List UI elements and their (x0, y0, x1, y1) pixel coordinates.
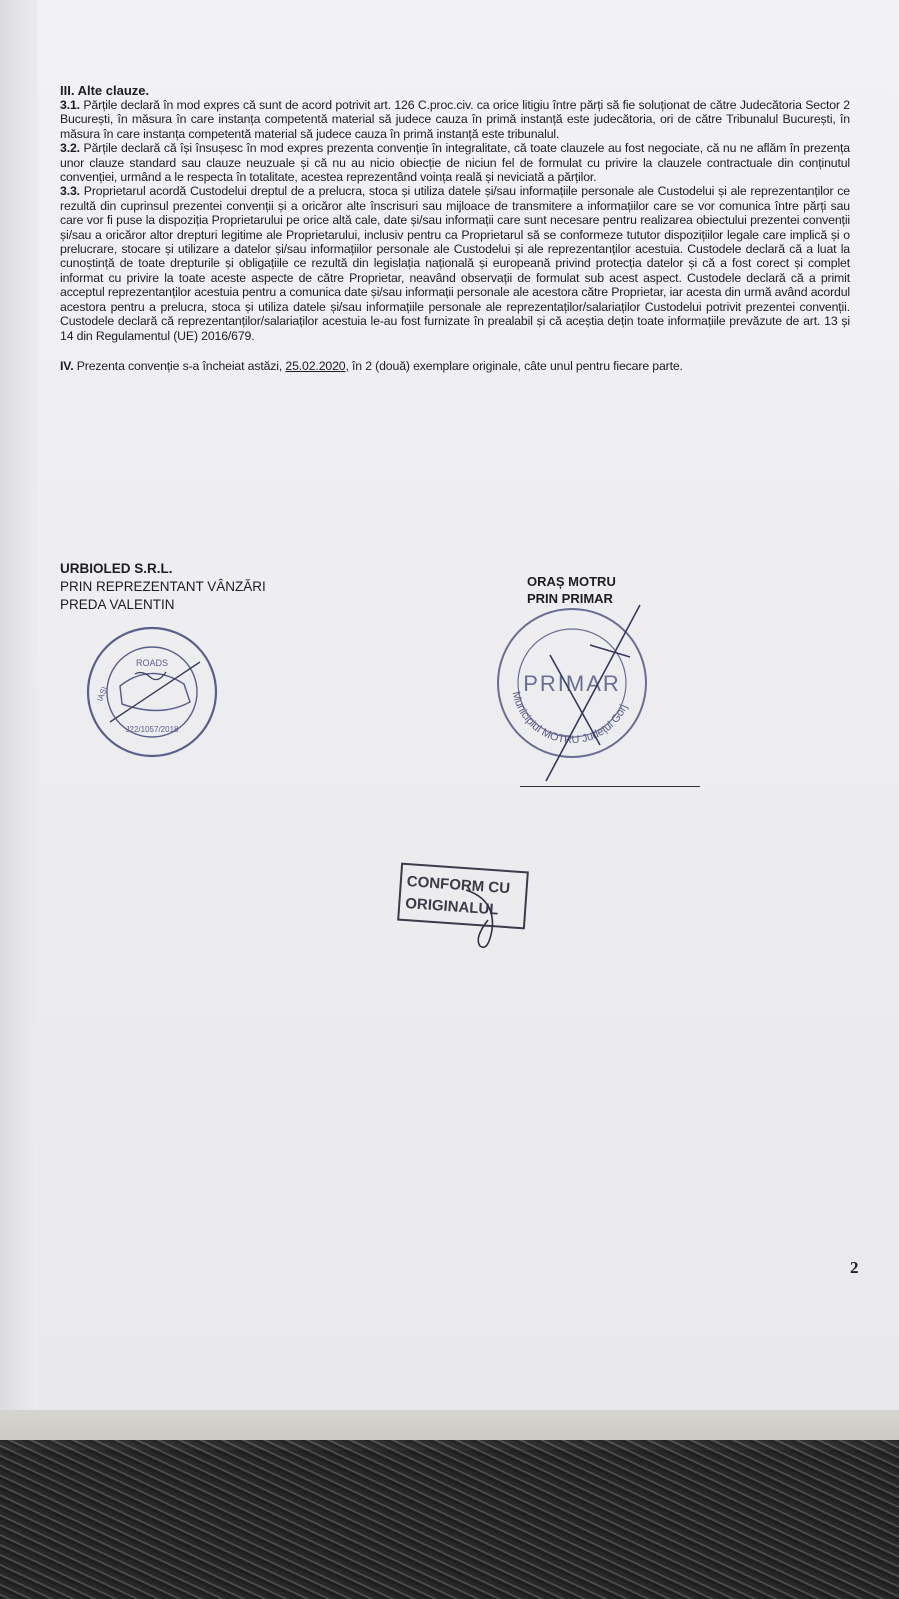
clause-3-1 (60, 98, 850, 141)
conform-cu-originalul-stamp (396, 860, 536, 960)
document-body (60, 84, 850, 373)
company-round-stamp (80, 622, 230, 762)
clause-3-3 (60, 184, 850, 342)
right-signatory-role: PRIN PRIMAR (527, 591, 613, 606)
clause-3-2 (60, 141, 850, 184)
svg-text:ROADS: ROADS (135, 658, 169, 668)
section-number: IV. (60, 358, 74, 373)
svg-text:PRIMAR: PRIMAR (523, 671, 621, 696)
section-iv-text-before: Prezenta convenție s-a încheiat astăzi, (76, 358, 283, 373)
left-company-name: URBIOLED S.R.L. (60, 561, 173, 576)
left-signatory-role: PRIN REPREZENTANT VÂNZĂRI (60, 579, 266, 594)
right-entity-name: ORAȘ MOTRU (527, 574, 616, 589)
clause-text: Părțile declară că își însușesc în mod expres prezenta convenție în integralitate, că toate clauzele au fost negociate, că nu ne aflăm în prezența unor clauze standard sau clauze neuzuale și că nu au nicio obiecție de niciun fel de formulat cu privire la clauzele contractuale din conținutul convenției, urmând a le respecta în totalitate, acestea reprezentând voința reală și neviciată a părților. (60, 141, 850, 185)
clause-number: 3.2. (60, 141, 80, 156)
left-signatory-name: PREDA VALENTIN (60, 597, 175, 612)
clause-text: Părțile declară în mod expres că sunt de acord potrivit art. 126 C.proc.civ. ca orice litigiu între părți să fie soluționat de către Judecătoria Sector 2 București, în măsura în care instanța competentă material să judece cauza în primă instanță este judecătoria, ori de către Tribunalul București, în măsura în care instanța competentă material să judece cauza în primă instanță este tribunalul. (60, 98, 850, 141)
section-iv (60, 359, 850, 373)
contract-date: 25.02.2020, (285, 358, 349, 373)
signature-line (520, 786, 700, 787)
svg-text:IAȘI: IAȘI (95, 685, 110, 703)
clause-number: 3.3. (60, 184, 80, 199)
mayor-round-stamp (490, 595, 650, 795)
clause-number: 3.1. (60, 98, 80, 112)
svg-text:J22/1057/2018: J22/1057/2018 (125, 725, 179, 734)
page-number: 2 (850, 1258, 859, 1277)
svg-text:Municipiul MOTRU Județul Gorj: Municipiul MOTRU Județul Gorj (509, 690, 631, 747)
section-heading: III. Alte clauze. (60, 83, 150, 98)
svg-text:ORIGINALUL: ORIGINALUL (404, 895, 500, 919)
fabric-surface (0, 1440, 899, 1599)
svg-text:CONFORM CU: CONFORM CU (406, 873, 511, 898)
page-binding-edge (0, 0, 38, 1410)
left-signature-block (60, 560, 266, 614)
section-iv-text-after: în 2 (două) exemplare originale, câte unul pentru fiecare parte. (352, 358, 683, 373)
clause-text: Proprietarul acordă Custodelui dreptul de a prelucra, stoca și utiliza datele și/sau informațiile personale ale Custodelui și ale reprezentanților ce rezultă din cuprinsul prezentei convenții și a oricăror alte înscrisuri sau mijloace de transmitere a informațiilor care se vor comunica între părți sau care vor fi puse la dispoziția Proprietarului pe orice altă cale, date și/sau informații care sunt necesare pentru realizarea obiectului prezentei convenții și/sau a oricăror altor drepturi legitime ale Proprietarului, inclusiv pentru ca Proprietarul să se conformeze tututor dispozițiilor legale care implică și o prelucrare, stocare și utilizare a datelor și/sau informațiilor personale ale Custodelui și ale reprezentanților acestuia. Custodele declară că a luat la cunoștință de toate drepturile și obligațiile ce rezultă din legislația națională și europeană privind protecția datelor și că a fost corect și complet informat cu privire la toate aceste aspecte de către Proprietar, neavând observații de formulat sub acest aspect. Custodele declară că a primit acceptul reprezentanților acestuia pentru a comunica date și/sau informații personale ale acestora către Proprietar, iar acesta din urmă având acordul acestora pentru a prelucra, stoca și utiliza datele și/sau informațiile personale ale reprezentaților/salariaților Custodelui potrivit prezentei convenții. Custodele declară că reprezentanților/salariaților acestuia le-au fost furnizate în prealabil și că aceștia dețin toate informațiile prevăzute de art. 13 și 14 din Regulamentul (UE) 2016/679. (60, 184, 850, 343)
